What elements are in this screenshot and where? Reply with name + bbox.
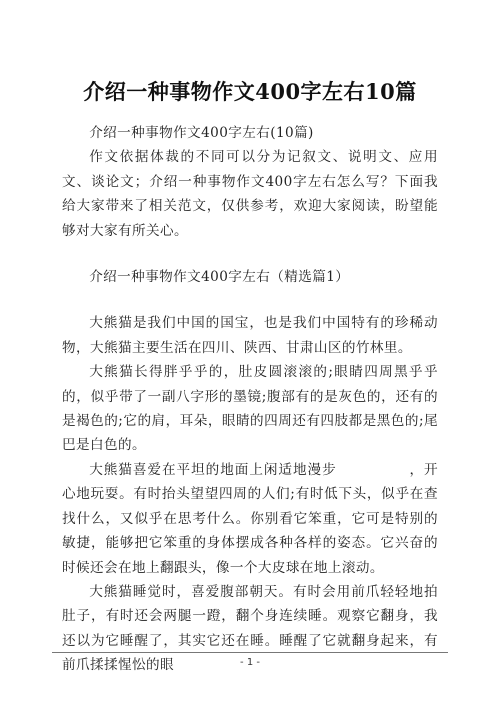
footer-divider (52, 652, 448, 653)
paragraph-body: 大熊猫睡觉时，喜爱腹部朝天。有时会用前爪轻轻地拍肚子，有时还会两腿一蹬，翻个身连续睡。观察它翻身，我还以为它睡醒了，其实它还在睡。睡醒了它就翻身起来，有前爪揉揉惺忪的眼 (62, 583, 438, 674)
document-title: 介绍一种事物作文400字左右10篇 (83, 79, 417, 104)
page-number: - 1 - (240, 657, 260, 668)
paragraph-subtitle: 介绍一种事物作文400字左右(10篇) (89, 125, 314, 141)
paragraph-body: 大熊猫是我们中国的国宝，也是我们中国特有的珍稀动物，大熊猫主要生活在四川、陕西、甘肃山区的竹林里。 (62, 315, 438, 356)
spacer (62, 243, 438, 265)
document-body (62, 121, 438, 678)
spacer (62, 289, 438, 311)
paragraph-body: 大熊猫长得胖乎乎的，肚皮圆滚滚的;眼睛四周黑乎乎的，似乎带了一副八字形的墨镜;腹部有的是灰色的，还有的是褐色的;它的肩，耳朵，眼睛的四周还有四肢都是黑色的;尾巴是白色的。 (62, 364, 438, 454)
paragraph-body: 大熊猫喜爱在平坦的地面上闲适地漫步 ，开心地玩耍。有时抬头望望四周的人们;有时低下头，似乎在查找什么，又似乎在思考什么。你别看它笨重，它可是特别的敏捷，能够把它笨重的身体摆成各种各样的姿态。它兴奋的时候还会在地上翻跟头，像一个大皮球在地上滚动。 (62, 461, 438, 576)
paragraph-section-heading: 介绍一种事物作文400字左右（精选篇1） (89, 269, 350, 286)
paragraph-intro: 作文依据体裁的不同可以分为记叙文、说明文、应用文、谈论文；介绍一种事物作文400字左右怎么写？下面我给大家带来了相关范文，仅供参考，欢迎大家阅读，盼望能够对大家有所关心。 (62, 149, 438, 239)
